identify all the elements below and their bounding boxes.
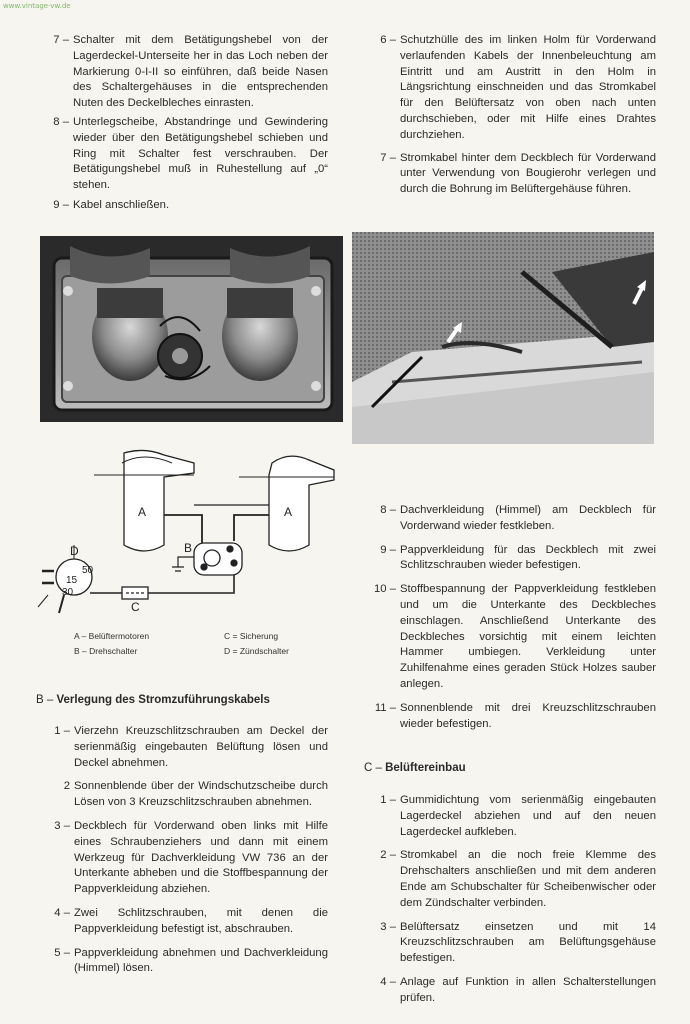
step-9 <box>53 198 328 214</box>
step-8 <box>53 115 328 194</box>
step-11 <box>374 701 656 733</box>
step-text: Gummidichtung vom serienmäßig eingebauten Lagerdeckel abziehen und auf den neuen Lagerdeckel aufkleben. <box>400 794 656 838</box>
section-b-steps <box>54 724 328 977</box>
legend-a: A – Belüftermotoren <box>74 631 150 641</box>
right-top-steps <box>380 33 656 198</box>
step-text: Unterlegscheibe, Abstandringe und Gewindering wieder über den Betätigungshebel schieben und Ring mit Schalter fest verschrauben. Der Betätigungshebel muß in Ruhestellung auf „0“ stehen. <box>73 115 328 192</box>
step-text: Dachverkleidung (Himmel) am Deckblech für Vorderwand wieder festkleben. <box>400 504 656 532</box>
step-3 <box>380 920 656 967</box>
legend-b: B – Drehschalter <box>74 646 138 656</box>
step-number: 1 – <box>380 794 396 806</box>
section-b-prefix: B – <box>36 694 54 706</box>
step-4 <box>54 906 328 938</box>
step-1 <box>380 793 656 840</box>
step-number: 7 – <box>53 34 69 46</box>
step-number: 2 – <box>380 849 396 862</box>
step-number: 11 – <box>374 701 396 714</box>
step-text: Pappverkleidung abnehmen und Dachverkleidung (Himmel) lösen. <box>74 946 328 975</box>
ventilation-housing-photo <box>40 236 343 422</box>
step-text: Anlage auf Funktion in allen Schalterstellungen prüfen. <box>400 975 656 1004</box>
step-number: 8 – <box>53 115 69 128</box>
section-c-prefix: C – <box>364 762 382 774</box>
step-number: 9 – <box>380 543 396 556</box>
step-text: Stromkabel hinter dem Deckblech für Vorderwand unter Verwendung von Bougierohr verlegen und durch die Bohrung im Belüftergehäuse führen. <box>400 151 656 196</box>
step-4 <box>380 975 656 1007</box>
step-2 <box>63 779 328 811</box>
step-8 <box>380 503 656 535</box>
label-c: C <box>131 600 140 614</box>
section-c-steps <box>380 793 656 1007</box>
left-top-steps <box>53 33 328 214</box>
step-number: 10 – <box>374 583 396 596</box>
step-3 <box>54 819 328 898</box>
legend-c: C = Sicherung <box>224 631 279 641</box>
step-number: 3 – <box>54 819 70 832</box>
label-d: D <box>70 544 79 558</box>
section-b-heading <box>36 694 270 706</box>
step-text: Vierzehn Kreuzschlitzschrauben am Deckel der serienmäßig eingebauten Belüftung lösen und Deckel abnehmen. <box>74 725 328 769</box>
step-text: Pappverkleidung für das Deckblech mit zwei Schlitzschrauben wieder befestigen. <box>400 543 656 572</box>
step-5 <box>54 946 328 978</box>
step-text: Kabel anschließen. <box>73 198 170 211</box>
diagram-legend <box>74 630 304 658</box>
step-text: Sonnenblende über der Windschutzscheibe durch Lösen von 3 Kreuzschlitzschrauben abnehmen. <box>74 780 328 809</box>
label-50: 50 <box>82 565 94 576</box>
right-mid-steps <box>374 503 656 732</box>
section-b-title: Verlegung des Stromzuführungskabels <box>56 694 270 706</box>
step-7 <box>380 151 656 198</box>
wiring-diagram <box>34 445 344 620</box>
step-number: 3 – <box>380 920 396 933</box>
legend-d: D = Zündschalter <box>224 646 289 656</box>
step-10 <box>374 582 656 693</box>
step-number: 9 – <box>53 198 69 211</box>
step-text: Schutzhülle des im linken Holm für Vorderwand verlaufenden Kabels der Innenbeleuchtung am Eintritt und am Austritt in den Holm in Längsrichtung einschneiden und das Stromkabel für den Belüftersatz von oben nach unten durchschieben, oder mit Hilfe eines Drahtes durchziehen. <box>400 34 656 141</box>
step-text: Sonnenblende mit drei Kreuzschlitzschrauben wieder befestigen. <box>400 701 656 730</box>
watermark: www.vintage-vw.de <box>3 2 71 10</box>
label-15: 15 <box>66 575 78 586</box>
step-2 <box>380 848 656 911</box>
step-text: Deckblech für Vorderwand oben links mit Hilfe eines Schraubenziehers und dann mit einem Werkzeug für Dachverkleidung VW 736 an der Unterkante abheben und die Stoffbespannung der Pappverkleidung abziehen. <box>74 819 328 896</box>
step-number: 2 <box>63 780 70 793</box>
step-7 <box>53 33 328 112</box>
step-text: Stoffbespannung der Pappverkleidung festkleben und um die Unterkante des Deckbleches einschlagen. Anschließend Unterkante des Deckbleches vorsichtig mit einem leichten Hammer umbiegen. Verkleidung unter Zuhilfenahme eines geraden Stück Holzes sauber anlegen. <box>400 583 656 690</box>
step-number: 4 – <box>54 906 70 919</box>
front-wall-photo <box>352 232 654 444</box>
step-9 <box>380 543 656 575</box>
step-1 <box>54 724 328 771</box>
section-c-title: Belüftereinbau <box>385 762 466 774</box>
step-text: Stromkabel an die noch freie Klemme des Drehschalters anschließen und mit dem anderen Ende am Schubschalter für Scheibenwischer oder dem Zündschalter verbinden. <box>400 849 656 909</box>
step-number: 5 – <box>54 946 70 959</box>
step-6 <box>380 33 656 144</box>
step-number: 7 – <box>380 151 396 164</box>
label-a-left: A <box>138 505 147 519</box>
step-text: Belüftersatz einsetzen und mit 14 Kreuzschlitzschrauben am Belüftungsgehäuse befestigen. <box>400 920 656 965</box>
step-number: 8 – <box>380 504 396 516</box>
step-number: 4 – <box>380 975 396 988</box>
section-c-heading <box>364 762 466 774</box>
label-a-right: A <box>284 505 293 519</box>
step-number: 1 – <box>54 725 70 737</box>
step-text: Zwei Schlitzschrauben, mit denen die Pappverkleidung befestigt ist, abschrauben. <box>74 906 328 935</box>
label-b: B <box>184 541 193 555</box>
step-number: 6 – <box>380 34 396 46</box>
label-30: 30 <box>62 587 74 598</box>
step-text: Schalter mit dem Betätigungshebel von der Lagerdeckel-Unterseite her in das Loch neben der Markierung 0-I-II so einführen, daß beide Nasen des Schaltergehäuses in die entsprechenden Nuten des Deckelbleches einrasten. <box>73 34 328 110</box>
